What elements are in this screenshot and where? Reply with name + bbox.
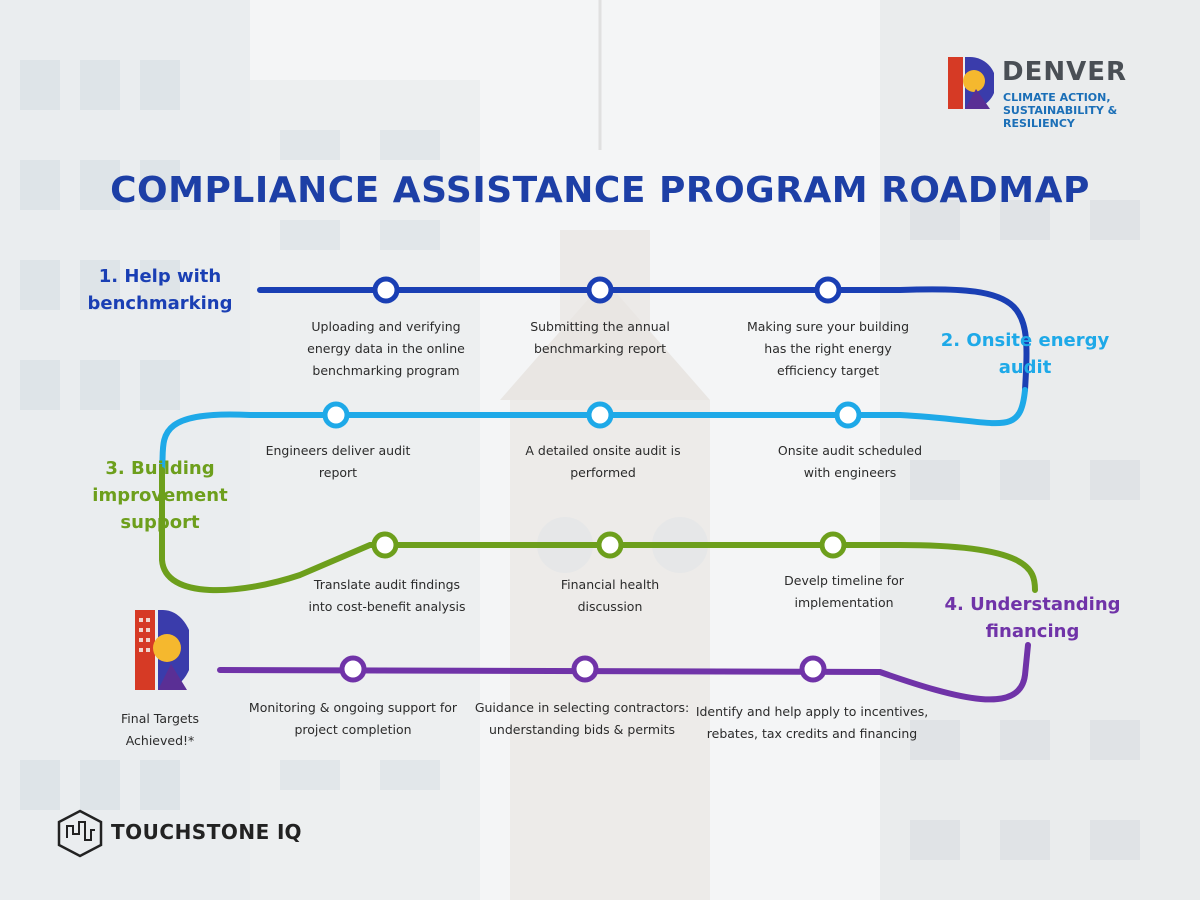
step-line: into cost-benefit analysis xyxy=(308,599,466,614)
step-node xyxy=(325,404,347,426)
step-text xyxy=(286,316,486,382)
step-text xyxy=(510,574,710,618)
step-node xyxy=(574,658,596,680)
step-text xyxy=(462,697,702,741)
step-line: Making sure your building xyxy=(746,319,910,334)
touchstone-logo xyxy=(55,808,335,860)
stage-label-improvement xyxy=(70,455,250,536)
step-text xyxy=(750,440,950,484)
touchstone-hexagon-icon xyxy=(55,808,105,858)
step-line: has the right energy xyxy=(764,341,892,356)
denver-d-icon xyxy=(133,608,189,692)
step-node xyxy=(802,658,824,680)
step-line: benchmarking report xyxy=(533,341,667,356)
step-node xyxy=(589,404,611,426)
step-line: project completion xyxy=(294,722,412,737)
stage-label-line: 2. Onsite energy xyxy=(940,330,1110,351)
step-text xyxy=(493,440,713,484)
step-line: Translate audit findings xyxy=(313,577,461,592)
step-node xyxy=(837,404,859,426)
final-line: Achieved!* xyxy=(125,733,195,748)
step-line: Monitoring & ongoing support for xyxy=(248,700,458,715)
step-line: Guidance in selecting contractors: xyxy=(474,700,690,715)
step-text xyxy=(233,697,473,741)
step-line: Financial health xyxy=(560,577,660,592)
step-line: benchmarking program xyxy=(312,363,460,378)
final-line: Final Targets xyxy=(121,711,199,726)
step-line: understanding bids & permits xyxy=(489,722,675,737)
stage-label-line: 1. Help with xyxy=(98,266,222,287)
step-line: rebates, tax credits and financing xyxy=(706,726,918,741)
step-text xyxy=(687,701,937,745)
step-line: performed xyxy=(570,465,636,480)
step-text xyxy=(718,316,938,382)
step-node xyxy=(342,658,364,680)
step-text xyxy=(238,440,438,484)
step-line: report xyxy=(318,465,358,480)
step-line: Develp timeline for xyxy=(784,573,904,588)
step-text xyxy=(500,316,700,360)
page-title: COMPLIANCE ASSISTANCE PROGRAM ROADMAP xyxy=(110,170,1090,211)
stage-label-line: improvement xyxy=(92,485,228,506)
step-line: energy data in the online xyxy=(307,341,465,356)
stage-label-line: support xyxy=(120,512,200,533)
step-node xyxy=(599,534,621,556)
stage-label-benchmarking xyxy=(60,263,260,317)
step-line: Identify and help apply to incentives, xyxy=(695,704,929,719)
step-line: Submitting the annual xyxy=(530,319,670,334)
step-node xyxy=(374,534,396,556)
denver-tagline-1: CLIMATE ACTION, xyxy=(1003,91,1111,104)
step-line: Uploading and verifying xyxy=(311,319,461,334)
step-text xyxy=(277,574,497,618)
step-line: Engineers deliver audit xyxy=(265,443,411,458)
step-line: discussion xyxy=(577,599,643,614)
step-node xyxy=(822,534,844,556)
step-node xyxy=(817,279,839,301)
final-targets-label xyxy=(95,708,225,752)
denver-tagline-2: SUSTAINABILITY & xyxy=(1003,104,1118,117)
stage-label-line: 4. Understanding xyxy=(944,594,1121,615)
denver-logo xyxy=(946,55,1156,135)
denver-wordmark: DENVER xyxy=(1002,57,1128,87)
step-line: Onsite audit scheduled xyxy=(777,443,923,458)
stage-label-line: financing xyxy=(985,621,1080,642)
step-node xyxy=(589,279,611,301)
denver-tagline-3: RESILIENCY xyxy=(1003,117,1075,130)
stage-label-line: audit xyxy=(998,357,1052,378)
final-target-logo xyxy=(133,608,189,692)
stage-label-line: benchmarking xyxy=(87,293,233,314)
touchstone-wordmark: TOUCHSTONE xyxy=(111,820,270,844)
touchstone-iq: IQ xyxy=(277,820,302,844)
step-node xyxy=(375,279,397,301)
stage-label-financing xyxy=(920,591,1145,645)
denver-d-icon xyxy=(946,55,994,111)
step-line: implementation xyxy=(794,595,894,610)
step-line: efficiency target xyxy=(777,363,879,378)
step-text xyxy=(744,570,944,614)
stage-label-audit xyxy=(920,327,1130,381)
step-line: A detailed onsite audit is xyxy=(525,443,681,458)
stage-label-line: 3. Building xyxy=(105,458,215,479)
step-line: with engineers xyxy=(803,465,897,480)
